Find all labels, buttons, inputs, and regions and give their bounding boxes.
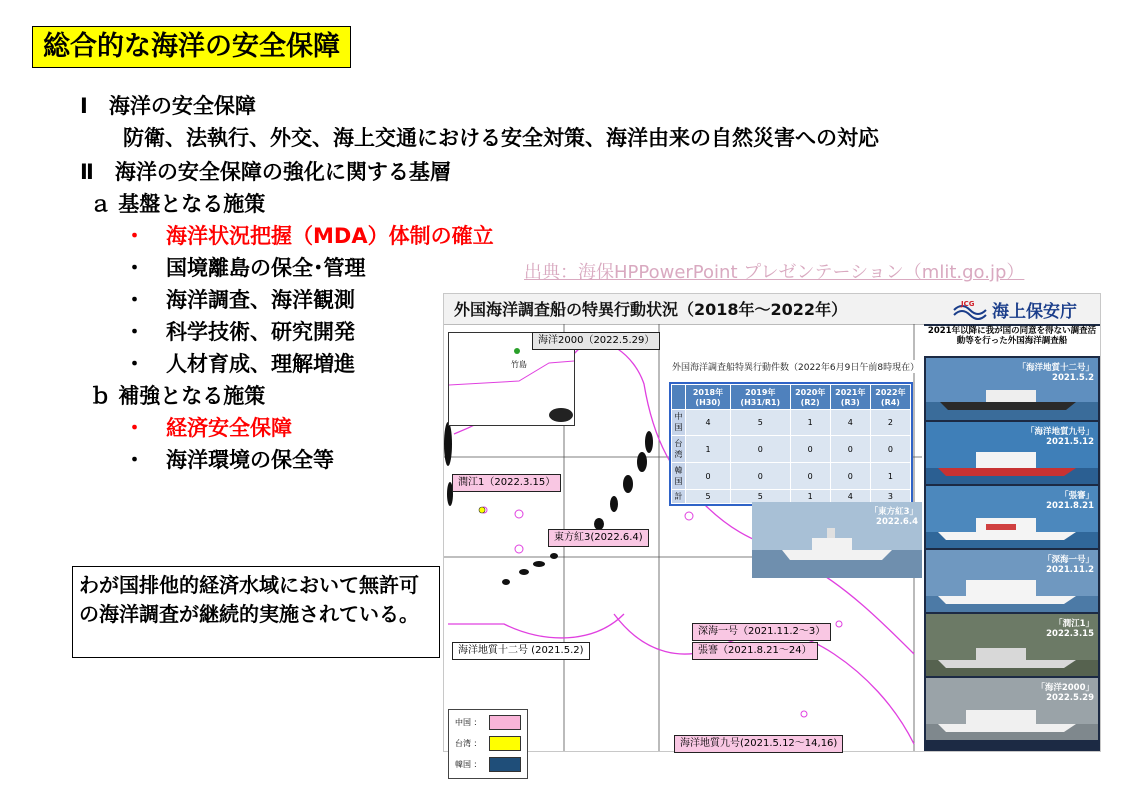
legend-label: 台湾 ： [455, 739, 482, 748]
ship-date: 2022.3.15 [1046, 629, 1094, 639]
ship-date: 2021.11.2 [1046, 565, 1094, 575]
table-header: 2022年(R4) [870, 385, 910, 410]
row-header: 中国 [672, 409, 686, 436]
legend-swatch-korea [489, 757, 521, 772]
ship-photo-column [924, 324, 1100, 751]
ship-name: 「深海一号」 [1042, 555, 1094, 565]
row-header: 計 [672, 489, 686, 503]
callout-chishitsu-12: 海洋地質十二号 (2021.5.2) [452, 642, 590, 660]
outline-a-item: ・ 海洋調査、海洋観測 [124, 288, 355, 312]
row-header: 台湾 [672, 436, 686, 463]
ship-photo [926, 422, 1098, 484]
table-row [672, 436, 911, 463]
survey-ship-map-figure [443, 293, 1101, 769]
table-cell: 0 [730, 436, 790, 463]
ship-photo [926, 486, 1098, 548]
legend-swatch-taiwan [489, 736, 521, 751]
ship-name: 「海洋地質九号」 [1025, 427, 1094, 437]
ship-name: 「張謇」 [1059, 491, 1094, 501]
table-cell: 1 [790, 409, 830, 436]
table-row [672, 409, 911, 436]
table-cell: 1 [870, 463, 910, 490]
ship-date: 2021.5.12 [1046, 437, 1094, 447]
legend-swatch-china [489, 715, 521, 730]
table-cell: 0 [870, 436, 910, 463]
island-chain [444, 422, 653, 585]
ship-photo [926, 678, 1098, 740]
jcg-logo-text: JCG [961, 300, 975, 308]
table-cell: 3 [870, 489, 910, 503]
table-header: 2018年(H30) [685, 385, 730, 410]
source-link[interactable]: 出典：海保HPPowerPoint プレゼンテーション（mlit.go.jp） [524, 262, 1025, 283]
table-cell: 4 [830, 489, 870, 503]
callout-chishitsu-9: 海洋地質九号(2021.5.12～14,16) [674, 735, 843, 753]
table-header: 2021年(R3) [830, 385, 870, 410]
table-cell: 4 [830, 409, 870, 436]
outline-a-item: ・ 人材育成、理解増進 [124, 352, 355, 376]
main-photo-name: 「東方紅3」 [869, 507, 918, 517]
inset-label: 竹島 [511, 360, 527, 369]
legend-label: 中国 ： [455, 718, 482, 727]
incident-count-table [669, 382, 913, 506]
outline-a-item: ・ 国境離島の保全･管理 [124, 256, 366, 280]
ship-photo [926, 614, 1098, 676]
outline-a-title: ａ 基盤となる施策 [90, 192, 266, 216]
table-header-row [672, 385, 911, 410]
callout-kaiyou2000: 海洋2000（2022.5.29） [532, 332, 660, 350]
outline-a-item: ・ 科学技術、研究開発 [124, 320, 355, 344]
ship-photo-main [752, 502, 922, 578]
table-cell: 5 [730, 409, 790, 436]
callout-shinkai-1: 深海一号（2021.11.2～3） [692, 623, 831, 641]
jcg-logo-icon [952, 298, 986, 318]
table-cell: 0 [685, 463, 730, 490]
ship-photo [926, 358, 1098, 420]
table-caption: 外国海洋調査船特異行動件数（2022年6月9日午前8時現在） [672, 360, 919, 373]
ship-date: 2022.5.29 [1046, 693, 1094, 703]
outline-b-title: ｂ 補強となる施策 [90, 384, 266, 408]
map-legend [448, 709, 528, 779]
table-cell: 0 [730, 463, 790, 490]
table-cell: 0 [790, 463, 830, 490]
callout-zhang-jian: 張謇（2021.8.21～24） [692, 642, 818, 660]
table-cell: 0 [830, 436, 870, 463]
table-header: 2019年(H31/R1) [730, 385, 790, 410]
table-header: 2020年(R2) [790, 385, 830, 410]
map-area [444, 324, 922, 769]
map-header [444, 294, 1100, 325]
outline-b-item: ・ 海洋環境の保全等 [124, 448, 334, 472]
ship-column-header: 2021年以降に我が国の同意を得ない調査活動等を行った外国海洋調査船 [924, 326, 1100, 356]
main-photo-date: 2022.6.4 [876, 517, 918, 527]
table-cell: 2 [870, 409, 910, 436]
ship-name: 「海洋地質十二号」 [1017, 363, 1094, 373]
outline-b-item: ・ 経済安全保障 [124, 416, 292, 440]
table-cell: 0 [830, 463, 870, 490]
ship-photo [926, 550, 1098, 612]
outline-a-item: ・ 海洋状況把握（MDA）体制の確立 [124, 224, 494, 248]
ship-name: 「海洋2000」 [1036, 683, 1094, 693]
table-cell: 1 [790, 489, 830, 503]
table-cell: 1 [685, 436, 730, 463]
ship-date: 2021.5.2 [1052, 373, 1094, 383]
org-name: 海上保安庁 [992, 302, 1077, 322]
table-header [672, 385, 686, 410]
row-header: 韓国 [672, 463, 686, 490]
table-row [672, 463, 911, 490]
outline-i-detail: 防衛、法執行、外交、海上交通における安全対策、海洋由来の自然災害への対応 [123, 126, 879, 150]
outline-ii-title: Ⅱ 海洋の安全保障の強化に関する基層 [80, 160, 451, 184]
table-cell: 5 [730, 489, 790, 503]
table-cell: 5 [685, 489, 730, 503]
page-title: 総合的な海洋の安全保障 [32, 26, 351, 68]
table-cell: 4 [685, 409, 730, 436]
eez-boundary-line-west [448, 614, 624, 638]
callout-toho-kou-3: 東方紅3(2022.6.4) [548, 529, 649, 547]
map-title: 外国海洋調査船の特異行動状況（2018年～2022年） [454, 300, 848, 319]
note-box [72, 566, 440, 658]
table-cell: 0 [790, 436, 830, 463]
ship-date: 2021.8.21 [1046, 501, 1094, 511]
legend-label: 韓国 ： [455, 760, 482, 769]
taiwan-ship-marker [479, 507, 485, 513]
outline-i-title: Ⅰ 海洋の安全保障 [80, 94, 256, 118]
ship-name: 「潤江1」 [1054, 619, 1094, 629]
callout-junkou1: 潤江1（2022.3.15） [452, 474, 561, 492]
note-text: わが国排他的経済水域において無許可の海洋調査が継続的実施されている。 [79, 573, 419, 626]
